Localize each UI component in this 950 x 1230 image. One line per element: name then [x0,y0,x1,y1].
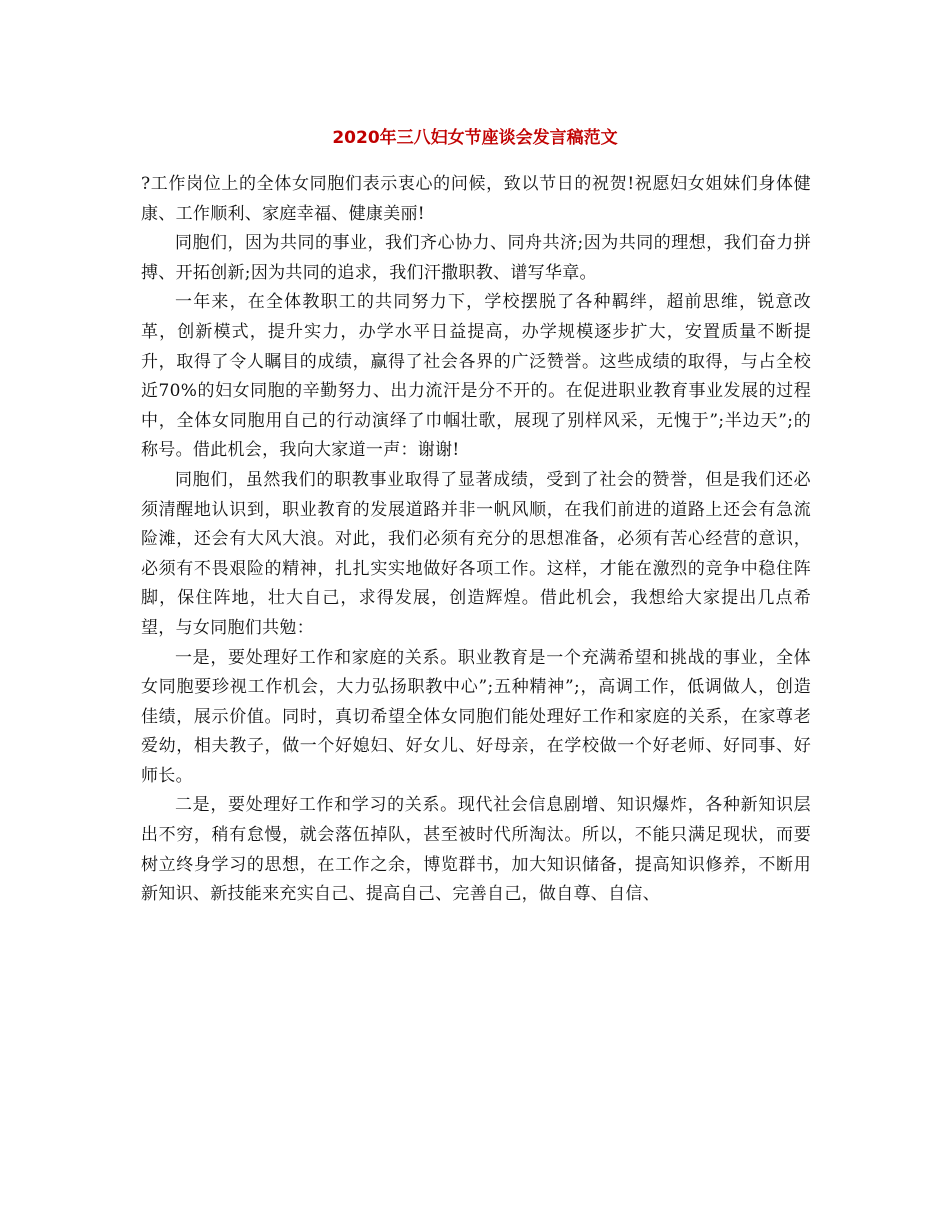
document-body [141,170,811,910]
document-title: 2020年三八妇女节座谈会发言稿范文 [332,128,618,148]
paragraph-challenges: 同胞们，虽然我们的职教事业取得了显著成绩，受到了社会的赞誉，但是我们还必须清醒地认识到，职业教育的发展道路并非一帆风顺，在我们前进的道路上还会有急流险滩，还会有大风大浪。对此，我们必须有充分的思想准备，必须有苦心经营的意识，必须有不畏艰险的精神，扎扎实实地做好各项工作。这样，才能在激烈的竞争中稳住阵脚，保住阵地，壮大自己，求得发展，创造辉煌。借此机会，我想给大家提出几点希望，与女同胞们共勉： [141,469,811,638]
paragraph-greeting: ?工作岗位上的全体女同胞们表示衷心的问候，致以节日的祝贺!祝愿妇女姐妹们身体健康、工作顺利、家庭幸福、健康美丽! [141,174,811,224]
paragraph-compatriots: 同胞们，因为共同的事业，我们齐心协力、同舟共济;因为共同的理想，我们奋力拼搏、开拓创新;因为共同的追求，我们汗撒职教、谱写华章。 [141,233,811,283]
paragraph-hope-two: 二是，要处理好工作和学习的关系。现代社会信息剧增、知识爆炸，各种新知识层出不穷，稍有怠慢，就会落伍掉队，甚至被时代所淘汰。所以，不能只满足现状，而要树立终身学习的思想，在工作之余，博览群书，加大知识储备，提高知识修养，不断用新知识、新技能来充实自己、提高自己、完善自己，做自尊、自信、 [141,795,811,905]
paragraph-hope-one: 一是，要处理好工作和家庭的关系。职业教育是一个充满希望和挑战的事业，全体女同胞要珍视工作机会，大力弘扬职教中心”;五种精神”;，高调工作，低调做人，创造佳绩，展示价值。同时，真切希望全体女同胞们能处理好工作和家庭的关系，在家尊老爱幼，相夫教子，做一个好媳妇、好女儿、好母亲，在学校做一个好老师、好同事、好师长。 [141,647,811,786]
paragraph-year-review: 一年来，在全体教职工的共同努力下，学校摆脱了各种羁绊，超前思维，锐意改革，创新模式，提升实力，办学水平日益提高，办学规模逐步扩大，安置质量不断提升，取得了令人瞩目的成绩，赢得了社会各界的广泛赞誉。这些成绩的取得，与占全校近70%的妇女同胞的辛勤努力、出力流汗是分不开的。在促进职业教育事业发展的过程中，全体女同胞用自己的行动演绎了巾帼壮歌，展现了别样风采，无愧于”;半边天”;的称号。借此机会，我向大家道一声：谢谢! [141,292,811,461]
